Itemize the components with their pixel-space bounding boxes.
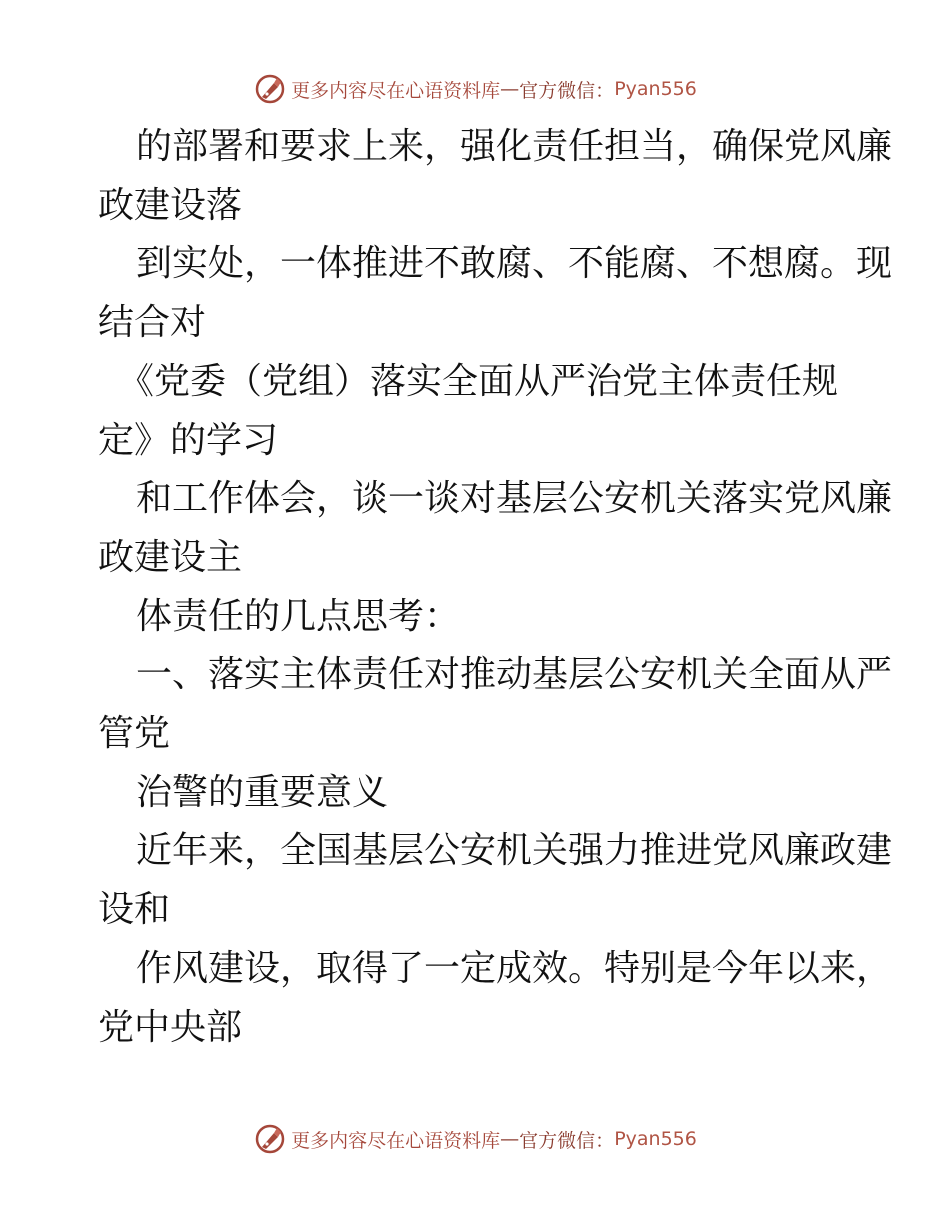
section-heading-line: 治警的重要意义 xyxy=(136,771,389,813)
text-line: 和工作体会，谈一谈对基层公安机关落实党风廉 xyxy=(136,478,893,520)
banner-separator: — xyxy=(500,78,520,100)
banner-wechat-id: Pyan556 xyxy=(614,78,697,100)
text-line: 的部署和要求上来，强化责任担当，确保党风廉 xyxy=(136,126,893,167)
footer-banner xyxy=(0,1122,950,1156)
section-heading-line: 一、落实主体责任对推动基层公安机关全面从严 xyxy=(136,654,893,696)
text-line: 结合对 xyxy=(98,302,207,344)
pen-nib-logo-icon xyxy=(253,1122,287,1156)
banner-brand-text: 更多内容尽在心语资料库 xyxy=(291,1129,501,1152)
banner-contact-label: 官方微信： xyxy=(519,79,615,102)
text-line: 党中央部 xyxy=(98,1006,243,1048)
section-heading-line: 管党 xyxy=(98,713,171,755)
banner-wechat-id: Pyan556 xyxy=(614,1128,697,1150)
banner-separator: — xyxy=(500,1128,520,1150)
text-line: 政建设落 xyxy=(98,184,243,226)
text-line: 作风建设，取得了一定成效。特别是今年以来， xyxy=(136,947,893,989)
text-line: 定》的学习 xyxy=(98,419,279,461)
pen-nib-logo-icon xyxy=(253,72,287,106)
text-line: 体责任的几点思考： xyxy=(136,595,461,637)
text-line: 近年来，全国基层公安机关强力推进党风廉政建 xyxy=(136,830,893,872)
document-body xyxy=(98,118,893,1057)
text-line: 政建设主 xyxy=(98,536,243,578)
banner-brand-text: 更多内容尽在心语资料库 xyxy=(291,79,501,102)
header-banner xyxy=(0,72,950,106)
text-line: 设和 xyxy=(98,889,171,931)
banner-contact-label: 官方微信： xyxy=(519,1129,615,1152)
text-line: 《党委（党组）落实全面从严治党主体责任规 xyxy=(118,360,839,402)
text-line: 到实处，一体推进不敢腐、不能腐、不想腐。现 xyxy=(136,243,893,285)
